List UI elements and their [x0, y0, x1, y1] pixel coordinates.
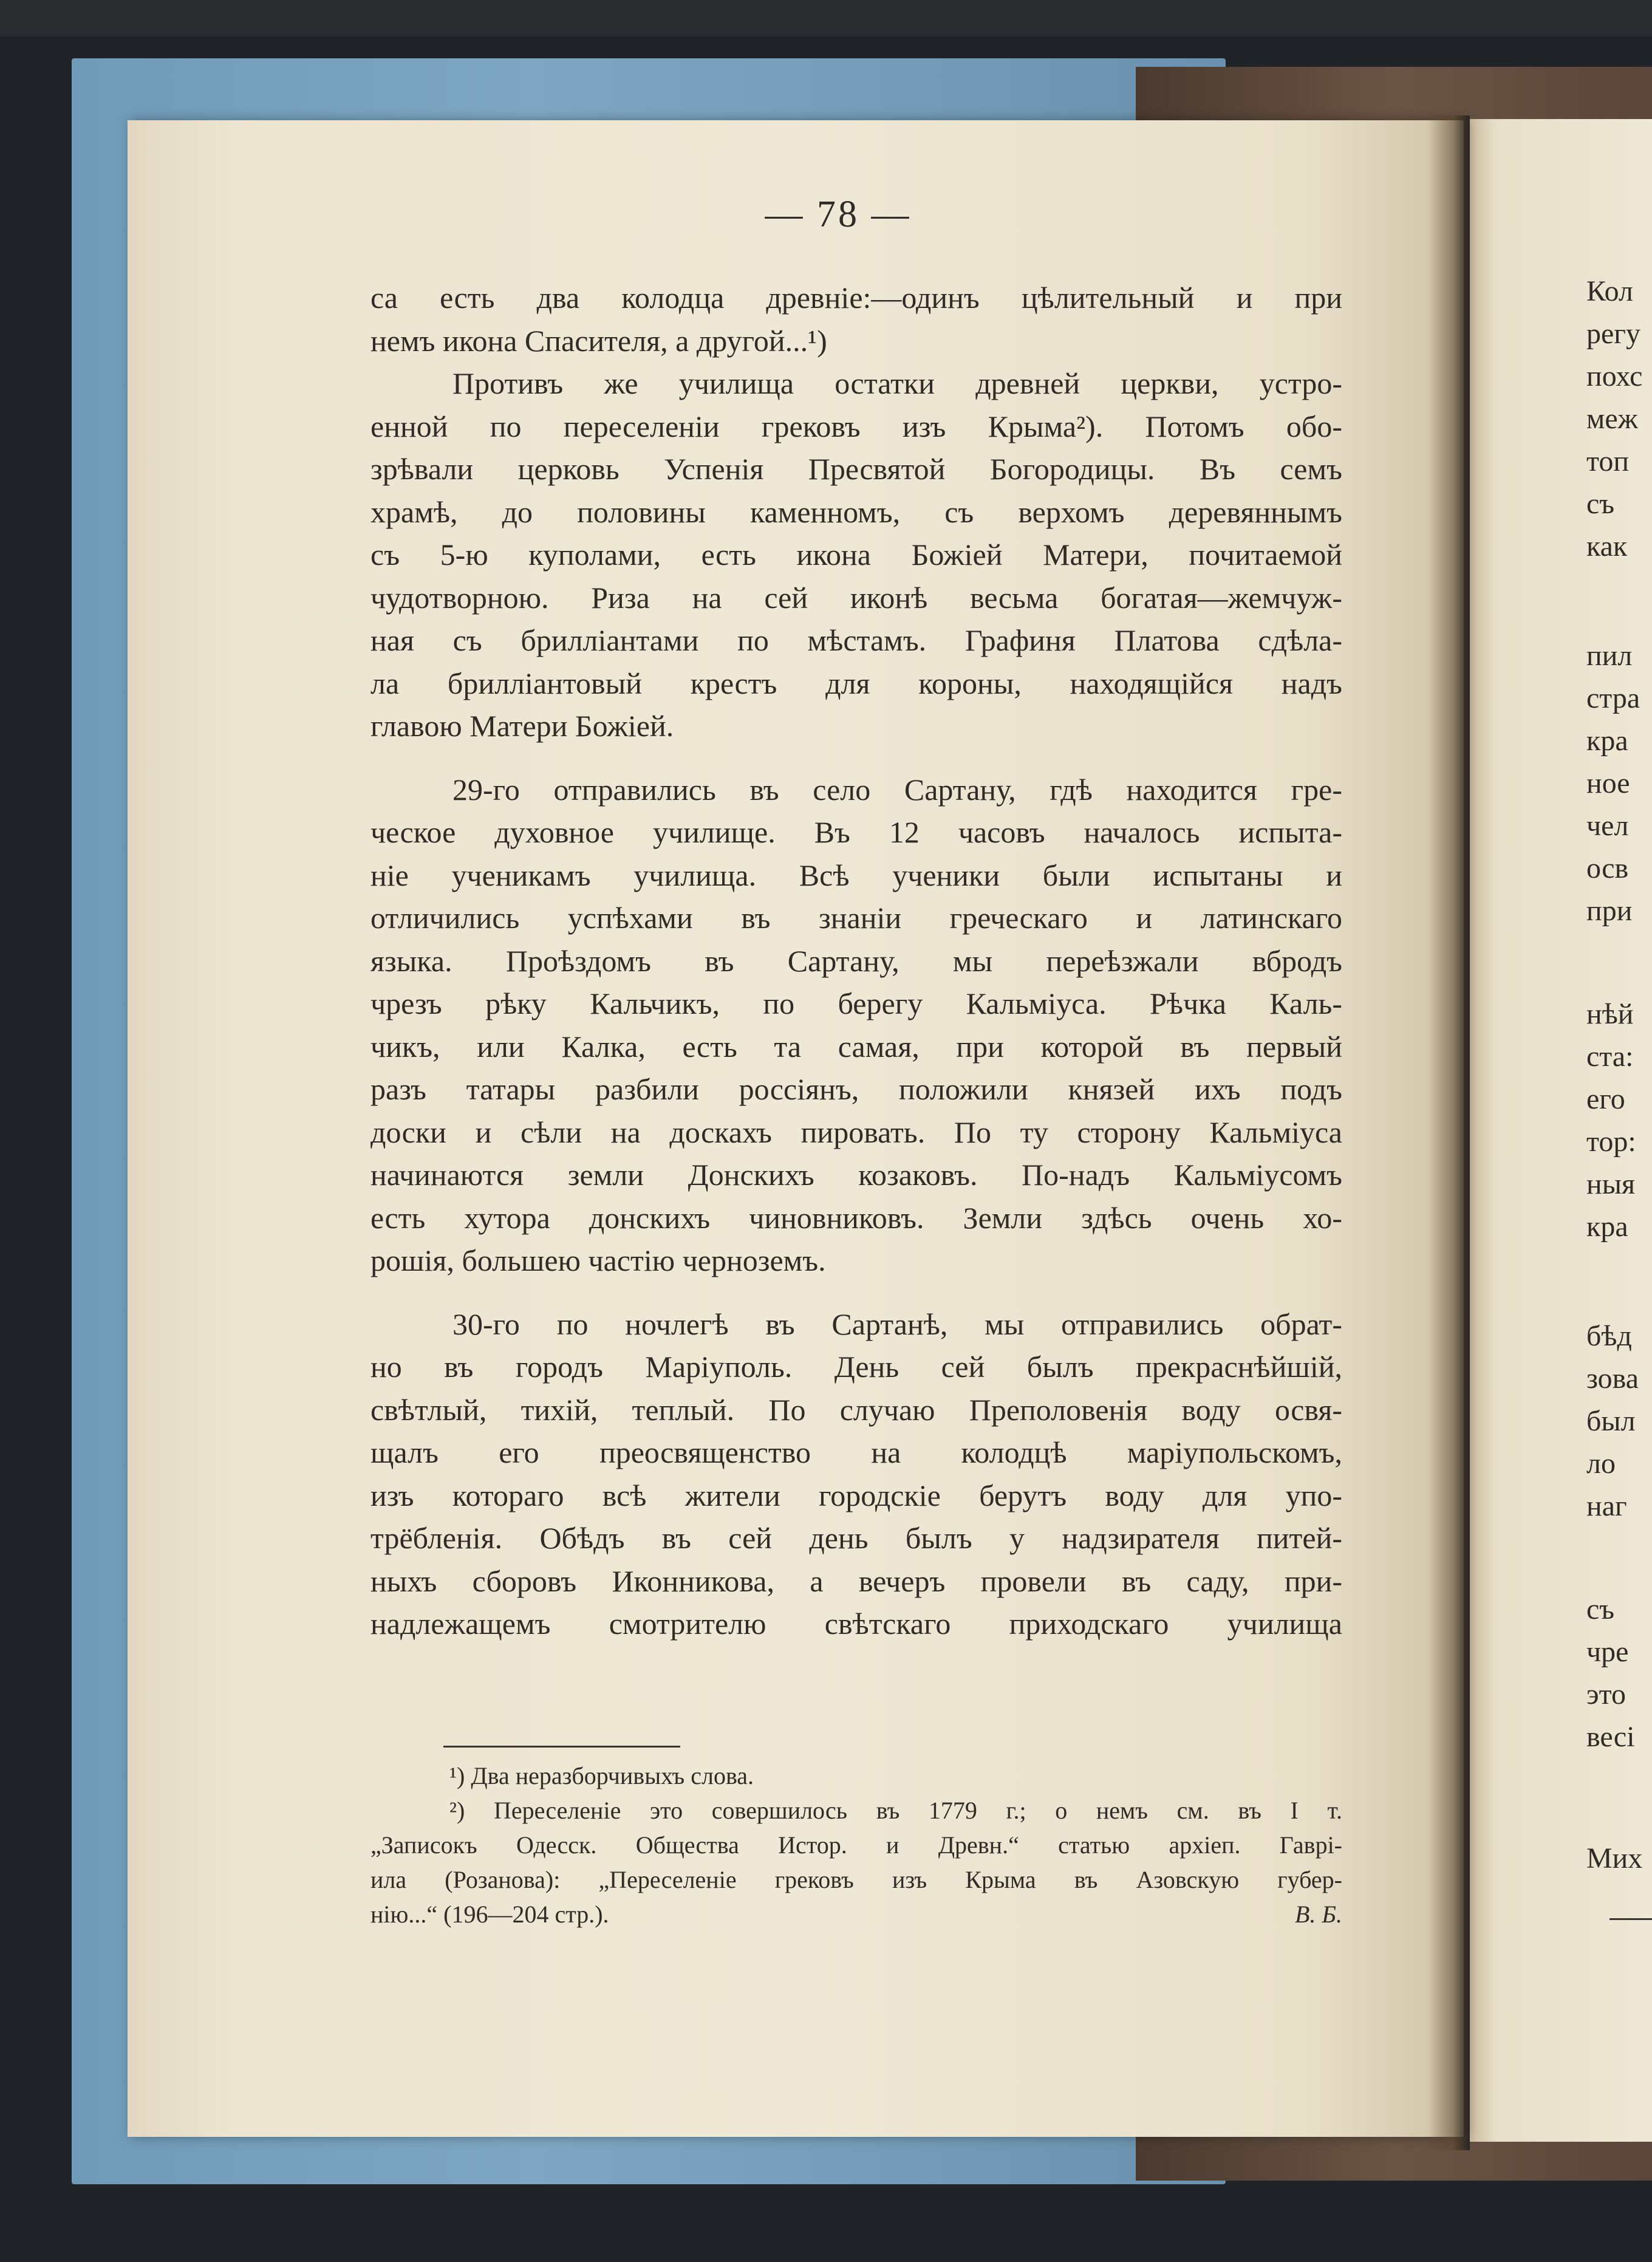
right-page-fragment: нѣй — [1586, 998, 1634, 1030]
text-line: съ 5-ю куполами, есть икона Божіей Матери, почитаемой — [370, 538, 1342, 572]
footnote-line: ²) Переселеніе это совершилось въ 1779 г.; о немъ см. въ I т. — [449, 1797, 1342, 1824]
text-line: щалъ его преосвященство на колодцѣ маріупольскомъ, — [370, 1435, 1342, 1469]
text-line: енной по переселеніи грековъ изъ Крыма²). Потомъ обо- — [370, 409, 1342, 443]
text-line: ная съ брилліантами по мѣстамъ. Графиня Платова сдѣла- — [370, 623, 1342, 657]
right-page-fragment: пил — [1586, 640, 1633, 672]
footnote-line: „Записокъ Одесск. Общества Истор. и Древн.“ статью архіеп. Гаврі- — [370, 1831, 1342, 1859]
footnote-line: ¹) Два неразборчивыхъ слова. — [449, 1762, 754, 1789]
text-line: храмѣ, до половины каменномъ, съ верхомъ деревяннымъ — [370, 494, 1342, 529]
body-text — [370, 276, 1342, 1645]
right-page-fragment: ное — [1586, 767, 1630, 799]
book-gutter — [1427, 115, 1470, 2150]
right-page-fragment: регу — [1586, 318, 1640, 350]
paragraph-gap — [370, 748, 1342, 768]
text-line: начинаются земли Донскихъ козаковъ. По-надъ Кальміусомъ — [370, 1158, 1342, 1192]
paragraph-gap — [370, 1282, 1342, 1303]
footnote-rule — [443, 1746, 680, 1748]
text-line: изъ котораго всѣ жители городскіе берутъ воду для упо- — [370, 1478, 1342, 1512]
right-page-fragment: как — [1586, 530, 1628, 562]
right-page-fragment: был — [1586, 1405, 1636, 1437]
right-page-fragment: зова — [1586, 1362, 1639, 1395]
right-page-fragment: стра — [1586, 682, 1640, 714]
right-page-fragment: топ — [1586, 445, 1630, 477]
footnote-signature: В. Б. — [1294, 1901, 1342, 1928]
text-line: чрезъ рѣку Кальчикъ, по берегу Кальміуса. Рѣчка Каль- — [370, 986, 1342, 1020]
footnotes — [370, 1758, 1342, 1932]
right-page-fragment: кра — [1586, 1211, 1628, 1243]
right-page-fragment: похс — [1586, 360, 1643, 392]
text-line: ла брилліантовый крестъ для короны, находящійся надъ — [370, 666, 1342, 700]
scan-top-strip — [0, 0, 1652, 36]
right-page-fragment: Кол — [1586, 275, 1633, 307]
right-page-fragment: весі — [1586, 1721, 1635, 1753]
right-page-fragment: чре — [1586, 1636, 1629, 1668]
right-page-fragment: меж — [1586, 403, 1638, 435]
right-page-rule — [1609, 1918, 1652, 1920]
text-line: ніе ученикамъ училища. Всѣ ученики были испытаны и — [370, 858, 1342, 892]
right-page-fragment: ста: — [1586, 1040, 1634, 1073]
text-line: главою Матери Божіей. — [370, 709, 674, 743]
right-page-fragment: Мих — [1586, 1842, 1643, 1874]
text-line: немъ икона Спасителя, а другой...¹) — [370, 323, 827, 358]
right-page-fragment: съ — [1586, 488, 1615, 520]
right-page-fragment: тор: — [1586, 1126, 1636, 1158]
right-page-fragment: кра — [1586, 725, 1628, 757]
text-line: есть хутора донскихъ чиновниковъ. Земли здѣсь очень хо- — [370, 1200, 1342, 1235]
text-line: са есть два колодца древніе:—одинъ цѣлительный и при — [370, 281, 1342, 315]
right-page-fragment: бѣд — [1586, 1320, 1632, 1352]
text-line: но въ городъ Маріуполь. День сей былъ прекраснѣйшій, — [370, 1350, 1342, 1384]
footnote-line — [370, 1897, 1342, 1932]
text-line: отличились успѣхами въ знаніи греческаго и латинскаго — [370, 901, 1342, 935]
text-line: ныхъ сборовъ Иконникова, а вечеръ провели въ саду, при- — [370, 1563, 1342, 1598]
text-line: разъ татары разбили россіянъ, положили князей ихъ подъ — [370, 1072, 1342, 1106]
text-line: Противъ же училища остатки древней церкви, устро- — [452, 366, 1342, 400]
right-page-fragment: это — [1586, 1678, 1626, 1710]
right-page-fragment: осв — [1586, 852, 1629, 884]
right-page-fragment: его — [1586, 1083, 1625, 1115]
text-line: рошія, большею частію черноземъ. — [370, 1243, 826, 1277]
text-line: 30-го по ночлегѣ въ Сартанѣ, мы отправились обрат- — [452, 1307, 1342, 1341]
text-line: чудотворною. Риза на сей иконѣ весьма богатая—жемчуж- — [370, 580, 1342, 615]
text-line: 29-го отправились въ село Сартану, гдѣ находится гре- — [452, 772, 1342, 807]
right-page-fragment: съ — [1586, 1593, 1615, 1625]
right-page-fragment: чел — [1586, 810, 1629, 842]
text-line: зрѣвали церковь Успенія Пресвятой Богородицы. Въ семъ — [370, 452, 1342, 486]
right-page-fragment: ныя — [1586, 1168, 1636, 1200]
footnote-line: ила (Розанова): „Переселеніе грековъ изъ Крыма въ Азовскую губер- — [370, 1866, 1342, 1893]
text-line: ческое духовное училище. Въ 12 часовъ началось испыта- — [370, 815, 1342, 849]
right-page-fragment: ло — [1586, 1447, 1616, 1480]
right-page-fragment: при — [1586, 895, 1633, 927]
text-line: свѣтлый, тихій, теплый. По случаю Преполовенія воду освя- — [370, 1392, 1342, 1427]
footnote-text: нію...“ (196—204 стр.). — [370, 1901, 609, 1928]
right-page-fragment: наг — [1586, 1490, 1627, 1522]
text-line: трёбленія. Обѣдъ въ сей день былъ у надзирателя питей- — [370, 1521, 1342, 1555]
text-line: чикъ, или Калка, есть та самая, при которой въ первый — [370, 1029, 1342, 1064]
text-line: языка. Проѣздомъ въ Сартану, мы переѣзжали вбродъ — [370, 943, 1342, 978]
text-line: надлежащемъ смотрителю свѣтскаго приходскаго училища — [370, 1607, 1342, 1641]
text-line: доски и сѣли на доскахъ пировать. По ту сторону Кальміуса — [370, 1115, 1342, 1149]
page-number: — 78 — — [765, 194, 912, 235]
